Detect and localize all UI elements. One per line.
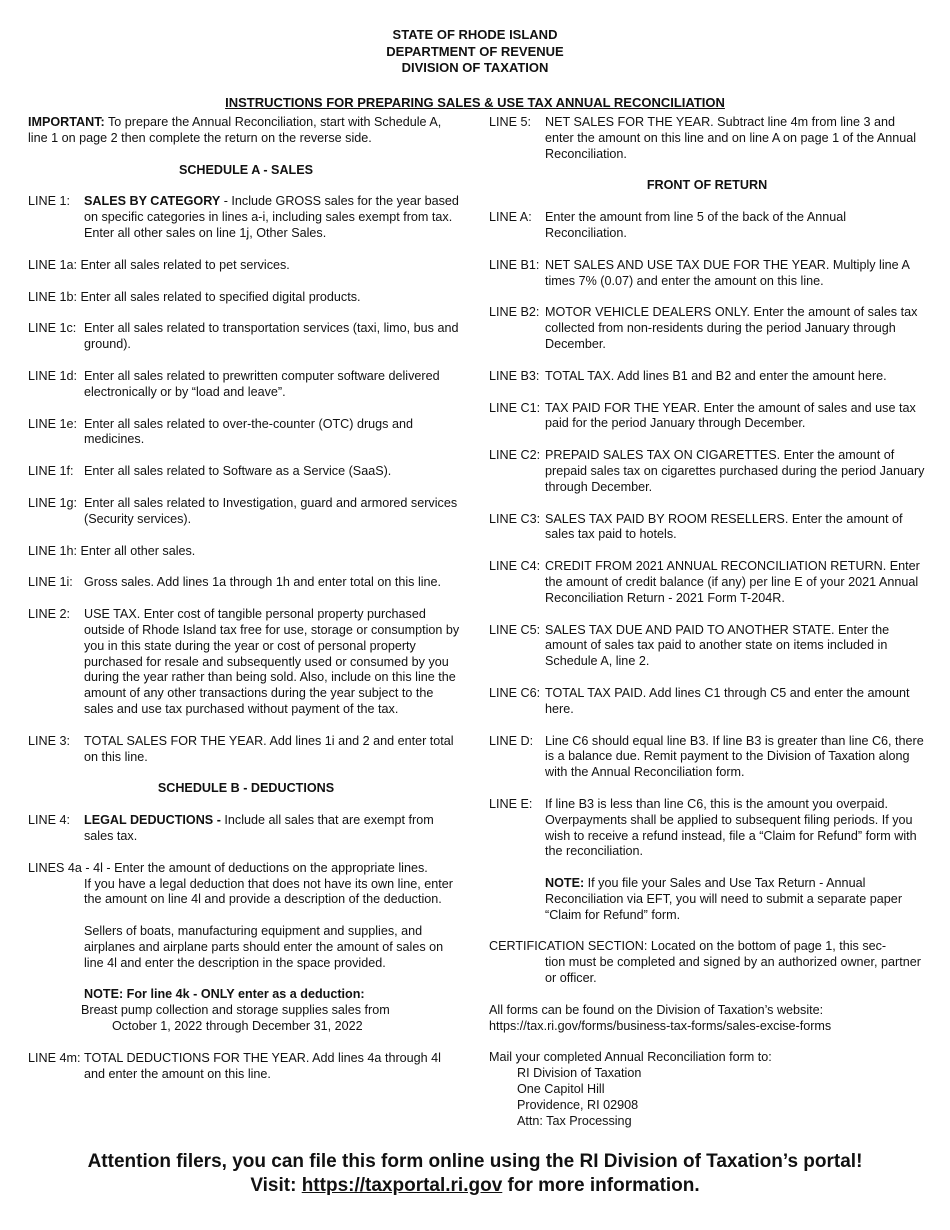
document-header xyxy=(0,27,950,77)
footer-notice xyxy=(0,1150,950,1198)
line-e: LINE E: If line B3 is less than line C6, this is the amount you overpaid. Overpayments shall be applied to subsequent filing periods. If you wish to receive a refund instead, file a “Claim for Refund” form with the reconciliation. xyxy=(489,796,917,859)
taxportal-link[interactable]: https://taxportal.ri.gov xyxy=(301,1175,503,1196)
line-c5: LINE C5: SALES TAX DUE AND PAID TO ANOTHER STATE. Enter the amount of sales tax paid to another state on items included in Schedule A, line 2. xyxy=(489,622,890,669)
line-4: LINE 4: LEGAL DEDUCTIONS - Include all sales that are exempt from sales tax. xyxy=(28,813,434,843)
line-1g: LINE 1g: Enter all sales related to Investigation, guard and armored services (Security services). xyxy=(28,495,458,526)
line-1h: LINE 1h: Enter all other sales. xyxy=(28,543,196,558)
schedule-b-heading: SCHEDULE B - DEDUCTIONS xyxy=(157,781,335,796)
certification-section: CERTIFICATION SECTION: Located on the bottom of page 1, this sec- tion must be completed and signed by an authorized owner, partner or officer. xyxy=(489,939,921,986)
line-4m: LINE 4m: TOTAL DEDUCTIONS FOR THE YEAR. Add lines 4a through 4l and enter the amount on this line. xyxy=(28,1050,441,1081)
footer-visit: Visit: https://taxportal.ri.gov for more information. xyxy=(250,1175,700,1196)
line-1b: LINE 1b: Enter all sales related to specified digital products. xyxy=(28,289,361,304)
line-b3: LINE B3: TOTAL TAX. Add lines B1 and B2 and enter the amount here. xyxy=(489,368,887,383)
line-b2: LINE B2: MOTOR VEHICLE DEALERS ONLY. Enter the amount of sales tax collected from non-residents during the period January through December. xyxy=(489,305,918,351)
page-title: INSTRUCTIONS FOR PREPARING SALES & USE TAX ANNUAL RECONCILIATION xyxy=(225,95,725,110)
line-1c: LINE 1c: Enter all sales related to transportation services (taxi, limo, bus and ground). xyxy=(28,321,459,352)
line-1a: LINE 1a: Enter all sales related to pet services. xyxy=(28,257,290,272)
line-4k-note: NOTE: For line 4k - ONLY enter as a deduction: Breast pump collection and storage supplies sales from October 1, 2022 through December 31, 2022 xyxy=(81,987,390,1034)
line-c2: LINE C2: PREPAID SALES TAX ON CIGARETTES. Enter the amount of prepaid sales tax on cigarettes purchased during the period January through December. xyxy=(489,448,925,494)
mailing-address: Mail your completed Annual Reconciliation form to: RI Division of Taxation One Capitol Hill Providence, RI 02908 Attn: Tax Processing xyxy=(489,1050,772,1128)
forms-info: All forms can be found on the Division of Taxation’s website: https://tax.ri.gov/forms/business-tax-forms/sales-excise-forms xyxy=(489,1003,925,1035)
sellers-instructions: Sellers of boats, manufacturing equipment and supplies, and airplanes and airplane parts should enter the amount of sales on line 4l and enter the description in the space provided. xyxy=(84,924,444,970)
line-1i: LINE 1i: Gross sales. Add lines 1a through 1h and enter total on this line. xyxy=(28,575,442,590)
line-c6: LINE C6: TOTAL TAX PAID. Add lines C1 through C5 and enter the amount here. xyxy=(489,685,910,716)
line-d: LINE D: Line C6 should equal line B3. If line B3 is greater than line C6, there is a balance due. Remit payment to the Division of Taxation along with the Annual Reconciliation form. xyxy=(489,733,924,780)
left-column xyxy=(28,115,464,1098)
line-1: LINE 1: SALES BY CATEGORY - Include GROSS sales for the year based on specific categories in lines a-i, including sales exempt from tax. Enter all other sales on line 1j, Other Sales. xyxy=(28,194,459,240)
line-c1: LINE C1: TAX PAID FOR THE YEAR. Enter the amount of sales and use tax paid for the period January through December. xyxy=(489,400,916,431)
line-1f: LINE 1f: Enter all sales related to Software as a Service (SaaS). xyxy=(28,464,392,479)
department-name: DEPARTMENT OF REVENUE xyxy=(386,43,564,59)
line-2: LINE 2: USE TAX. Enter cost of tangible personal property purchased outside of Rhode Island tax free for use, storage or consumption by you in this state during the year or cost of personal property purchased for resale and subsequently used or consumed by you during the year rather than being sold. Also, include on this line the amount of any other transactions during the year subject to the sales and use tax purchased without payment of the tax. xyxy=(28,607,460,716)
important-note: IMPORTANT: To prepare the Annual Reconciliation, start with Schedule A, line 1 on page 2 then complete the return on the reverse side. xyxy=(28,115,442,145)
state-name: STATE OF RHODE ISLAND xyxy=(392,27,558,42)
line-1d: LINE 1d: Enter all sales related to prewritten computer software delivered electronically or by “load and leave”. xyxy=(28,368,440,399)
line-1e: LINE 1e: Enter all sales related to over-the-counter (OTC) drugs and medicines. xyxy=(28,416,413,447)
line-a: LINE A: Enter the amount from line 5 of the back of the Annual Reconciliation. xyxy=(489,210,847,240)
line-b1: LINE B1: NET SALES AND USE TAX DUE FOR THE YEAR. Multiply line A times 7% (0.07) and enter the amount on this line. xyxy=(489,257,910,288)
front-of-return-heading: FRONT OF RETURN xyxy=(646,178,768,193)
footer-attention: Attention filers, you can file this form online using the RI Division of Taxation’s portal! xyxy=(87,1151,863,1172)
line-c3: LINE C3: SALES TAX PAID BY ROOM RESELLERS. Enter the amount of sales tax paid to hotels. xyxy=(489,511,903,542)
division-name: DIVISION OF TAXATION xyxy=(401,60,549,75)
refund-note: NOTE: If you file your Sales and Use Tax Return - Annual Reconciliation via EFT, you will need to submit a separate paper “Claim for Refund” form. xyxy=(545,876,903,922)
lines-4a-4l: LINES 4a - 4l - Enter the amount of deductions on the appropriate lines. If you have a legal deduction that does not have its own line, enter the amount on line 4l and provide a description of the deduction. xyxy=(28,860,453,907)
schedule-a-heading: SCHEDULE A - SALES xyxy=(178,162,314,177)
line-3: LINE 3: TOTAL SALES FOR THE YEAR. Add lines 1i and 2 and enter total on this line. xyxy=(28,733,454,764)
right-column xyxy=(489,115,925,1129)
line-c4: LINE C4: CREDIT FROM 2021 ANNUAL RECONCILIATION RETURN. Enter the amount of credit balance (if any) per line E of your 2021 Annual Reconciliation Return - 2021 Form T-204R. xyxy=(489,559,920,605)
line-5: LINE 5: NET SALES FOR THE YEAR. Subtract line 4m from line 3 and enter the amount on this line and on line A on page 1 of the Annual Reconciliation. xyxy=(489,115,917,161)
forms-url-link[interactable]: https://tax.ri.gov/forms/business-tax-forms/sales-excise-forms xyxy=(489,1018,832,1033)
